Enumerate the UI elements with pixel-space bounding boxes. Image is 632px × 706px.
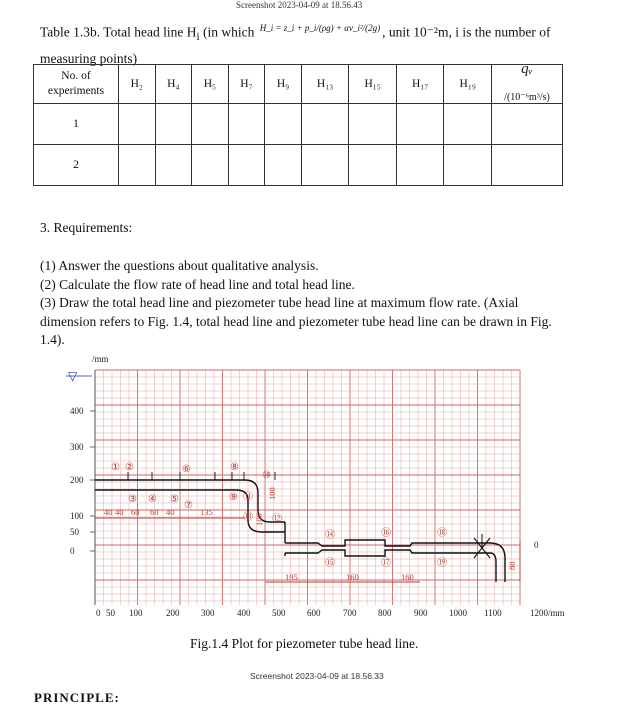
dimension-label: 195 [285,572,298,582]
point-marker: ⑰ [381,558,391,569]
point-marker: ① [111,462,120,473]
table-cell [349,145,397,186]
y-tick-label: 300 [70,442,84,452]
point-marker: ⑯ [381,528,391,539]
x-tick-label: 100 [129,608,143,618]
x-tick-label: 1100 [484,608,502,618]
requirements-title: 3. Requirements: [40,220,133,235]
header-col: H₁₇ [396,65,444,104]
dimension-label: 160 [346,572,359,582]
header-col: H₉ [265,65,302,104]
table-cell [396,104,444,145]
flow-unit: /(10⁻⁶m³/s) [504,92,550,103]
point-marker: ⑲ [437,558,447,569]
header-col: H₅ [192,65,229,104]
x-tick-label: 200 [166,608,180,618]
table-cell [119,145,156,186]
point-marker: ② [125,462,134,473]
table-cell [396,145,444,186]
header-col: H₄ [155,65,192,104]
x-tick-label: 900 [414,608,428,618]
table-cell [228,104,265,145]
point-marker: ⑨ [229,492,238,503]
dimension-label: 135 [200,507,213,517]
point-marker: ⑧ [230,462,239,473]
pipe-segment [285,540,505,582]
table-cell [301,145,349,186]
point-marker: ⑤ [170,494,179,505]
point-marker: ③ [128,494,137,505]
dimension-label: 60 [131,507,140,517]
screenshot-caption: Screenshot 2023-04-09 at 18.56.33 [250,671,384,681]
table-cell [349,104,397,145]
table-cell [155,104,192,145]
table-cell [444,145,492,186]
figure-caption: Fig.1.4 Plot for piezometer tube head line. [190,636,419,651]
x-tick-label: 500 [272,608,286,618]
x-tick-label: 400 [237,608,251,618]
requirement-item: (2) Calculate the flow rate of head line and total head line. [40,276,355,292]
dimension-label: 40 [166,507,175,517]
x-tick-label: 300 [201,608,215,618]
piezometer-figure [0,350,632,630]
x-tick-label: 700 [343,608,357,618]
x-tick-label: 1200/mm [530,608,565,618]
x-tick-label: 800 [378,608,392,618]
vertical-dimension-label: 100 [254,513,264,526]
y-tick-label: 400 [70,406,84,416]
dimension-label: 40 [115,507,124,517]
requirement-item: (1) Answer the questions about qualitative analysis. [40,258,319,273]
y-tick-label: 50 [70,527,79,537]
header-col: H₂ [119,65,156,104]
top-screenshot-caption: Screenshot 2023-04-09 at 18.56.43 [236,0,363,10]
point-marker: ⑪ [243,492,253,503]
x-tick-label: 0 [96,608,101,618]
table-cell [492,145,563,186]
dimension-label: 60 [150,507,159,517]
requirements-list [40,257,572,350]
table-cell [444,104,492,145]
table-cell [119,104,156,145]
table-row [34,104,563,145]
y-unit-label: /mm [92,354,109,364]
head-formula: H_i = z_i + p_i/(ρg) + αv_i²/(2g) [259,23,381,33]
table-cell [192,104,229,145]
flow-symbol: qᵥ [521,61,533,77]
point-marker: ⑮ [325,558,335,569]
header-col: H₁₅ [349,65,397,104]
point-marker: ⑩ [262,470,271,481]
table-row [34,145,563,186]
point-marker: ⑦ [184,500,193,511]
header-col: H₇ [228,65,265,104]
y-tick-label: 0 [70,546,75,556]
row-label: 1 [34,104,119,145]
table-cell [192,145,229,186]
table-cell [492,104,563,145]
point-marker: ⑱ [437,528,447,539]
x-tick-label: 50 [106,608,115,618]
point-marker: ⑬ [243,512,253,523]
table-cell [265,104,302,145]
row-label: 2 [34,145,119,186]
header-col: H₁₉ [444,65,492,104]
table-cell [301,104,349,145]
grid-paper [66,370,520,605]
water-level-icon: ▽ [68,369,78,383]
cut-heading: PRINCIPLE: [34,690,120,705]
y-tick-label: 100 [70,511,84,521]
y-tick-label: 200 [70,475,84,485]
table-cell [228,145,265,186]
vertical-dimension-label: 100 [267,487,277,500]
point-marker: ⑥ [182,464,191,475]
point-marker: ⑭ [325,530,335,541]
table-caption: Table 1.3b. Total head line $H_i$ (in which $^{H\_i = z\_i + p\_i/(\rho g) + \alpha v\_i^2/(2g)}$ , unit 10⁻²m, i is the number of measuring points) [40,23,551,67]
head-line-table [33,61,563,186]
x-tick-label: 600 [307,608,321,618]
header-col: H₁₃ [301,65,349,104]
point-marker: ④ [148,494,157,505]
vertical-dimension-label: 80 [507,561,517,570]
figure-labels [68,354,565,618]
point-marker: ⑫ [272,514,282,525]
table-cell [155,145,192,186]
dimension-label: 40 [104,507,113,517]
x-tick-label: 1000 [449,608,467,618]
header-experiments: No. of experiments [34,65,119,104]
dimension-label: 160 [401,572,414,582]
right-zero-label: 0 [534,540,539,550]
table-cell [265,145,302,186]
header-flow-rate [492,61,563,104]
table-header-row [34,65,563,104]
requirement-item: (3) Draw the total head line and piezometer tube head line at maximum flow rate. (Axial dimension refers to Fig. 1.4, total head line and piezometer tube head line can be drawn in Fig. 1.4). [40,295,552,347]
